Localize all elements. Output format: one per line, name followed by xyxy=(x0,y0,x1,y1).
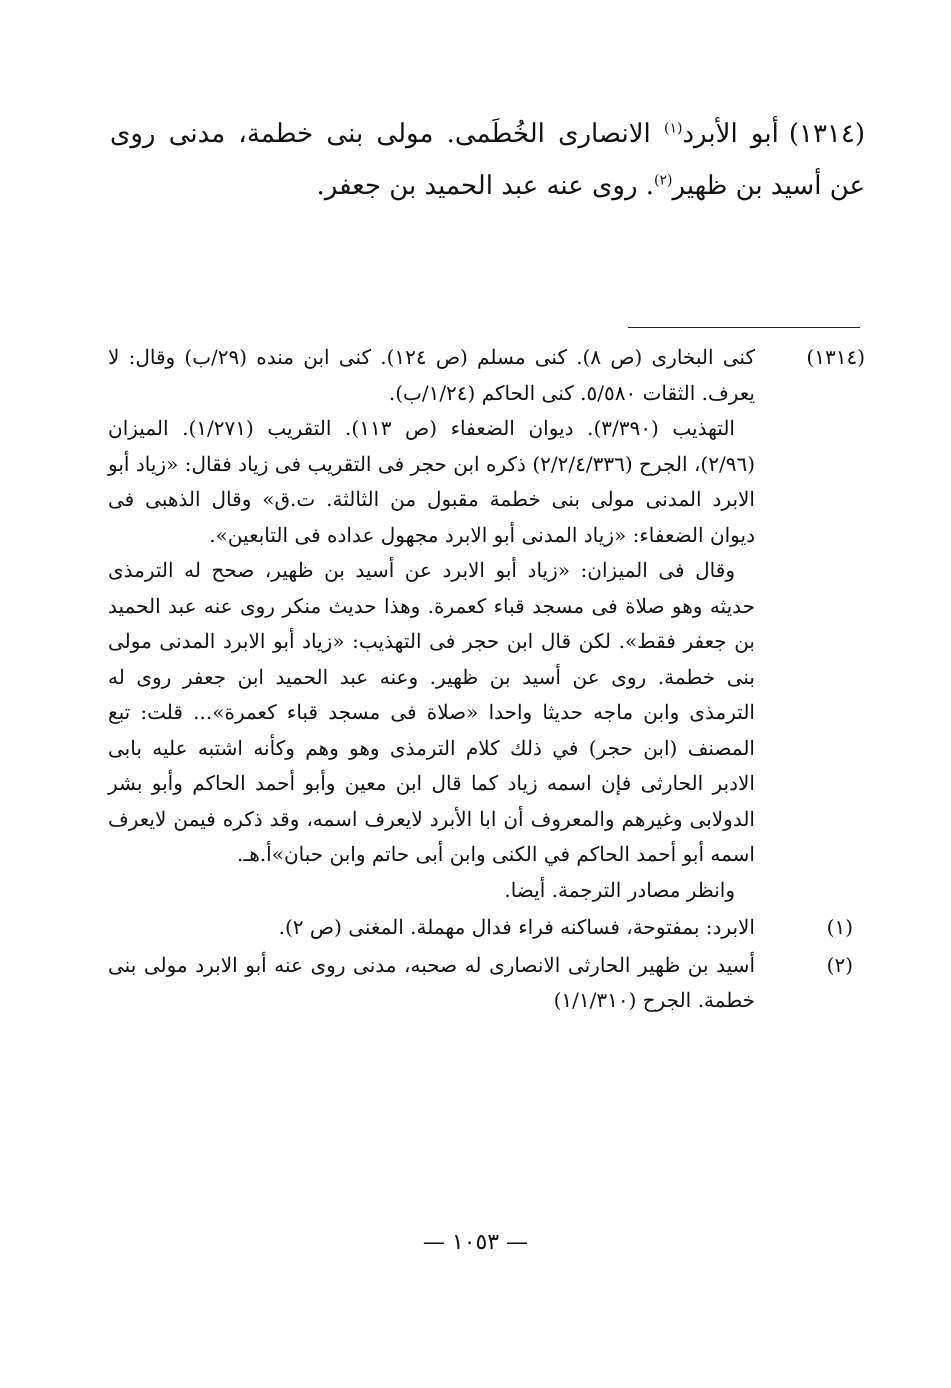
note-paragraph: وانظر مصادر الترجمة. أيضا. xyxy=(504,877,735,902)
note-paragraph: وقال فى الميزان: «زياد أبو الابرد عن أسيد بن ظهير، صحح له الترمذى حديثه وهو صلاة فى مسجد قباء كعمرة. وهذا حديث منكر روى عنه عبد الحميد بن جعفر فقط». لكن قال ابن حجر فى التهذيب: «زياد أبو الابرد المدنى مولى بنى خطمة. روى عن أسيد بن ظهير. وعنه عبد الحميد ابن جعفر روى له الترمذى وابن ماجه حديثا واحدا «صلاة فى مسجد قباء كعمرة»... قلت: تبع المصنف (ابن حجر) في ذلك كلام الترمذى وهو وهم وكأنه اشتبه عليه بابى الادبر الحارثى فإن اسمه زياد كما قال ابن معين وأبو أحمد الحاكم وأبو بشر الدولابى وغيرهم والمعروف أن ابا الأبرد لايعرف اسمه، وقد ذكره فيمن لايعرف اسمه أبو أحمد الحاكم في الكنى وابن أبى حاتم وابن حبان»أ.هـ. xyxy=(108,558,755,866)
notes-section xyxy=(108,340,865,1019)
page-number: — ١٠٥٣ — xyxy=(422,1230,529,1255)
entry-text-end: . روى عنه عبد الحميد بن جعفر. xyxy=(316,171,655,201)
footnote-separator xyxy=(628,327,860,328)
footnote-text: أسيد بن ظهير الحارثى الانصارى له صحبه، مدنى روى عنه أبو الابرد مولى بنى خطمة. الجرح (١/١/٣١٠) xyxy=(108,952,755,1012)
note-paragraph: كنى البخارى (ص ٨). كنى مسلم (ص ١٢٤). كنى ابن منده (٢٩/ب) وقال: لا يعرف. الثقات ٥/٥٨٠. كنى الحاكم (١/٢٤/ب). xyxy=(108,345,755,405)
entry-number: (١٣١٤) xyxy=(788,119,865,149)
footnote-1 xyxy=(108,910,865,946)
footnote-marker: (١) xyxy=(826,915,853,939)
entry-note xyxy=(108,340,865,908)
entry-note-marker: (١٣١٤) xyxy=(806,345,865,369)
entry-text: الانصارى الخُطَمى. مولى بنى خطمة، مدنى روى عن أسيد بن ظهير xyxy=(110,119,865,201)
footnote-marker: (٢) xyxy=(826,952,853,977)
footnote-text: الابرد: بمفتوحة، فساكنه فراء فدال مهملة. المغنى (ص ٢). xyxy=(278,915,755,939)
biography-entry xyxy=(110,108,865,212)
footnote-2 xyxy=(108,948,865,1019)
entry-name: أبو الأبرد xyxy=(682,119,779,149)
footnote-ref-2[interactable]: (٢) xyxy=(654,172,673,189)
note-paragraph: التهذيب (٣/٣٩٠). ديوان الضعفاء (ص ١١٣). التقريب (١/٢٧١). الميزان (٢/٩٦)، الجرح (٢/٢/٤/٣٣٦) ذكره ابن حجر فى التقريب فى زياد فقال: «زياد أبو الابرد المدنى مولى بنى خطمة مقبول من الثالثة. ت.ق» وقال الذهبى فى ديوان الضعفاء: «زياد المدنى أبو الابرد مجهول عداده فى التابعين». xyxy=(108,416,755,547)
footnote-ref-1[interactable]: (١) xyxy=(664,120,683,137)
